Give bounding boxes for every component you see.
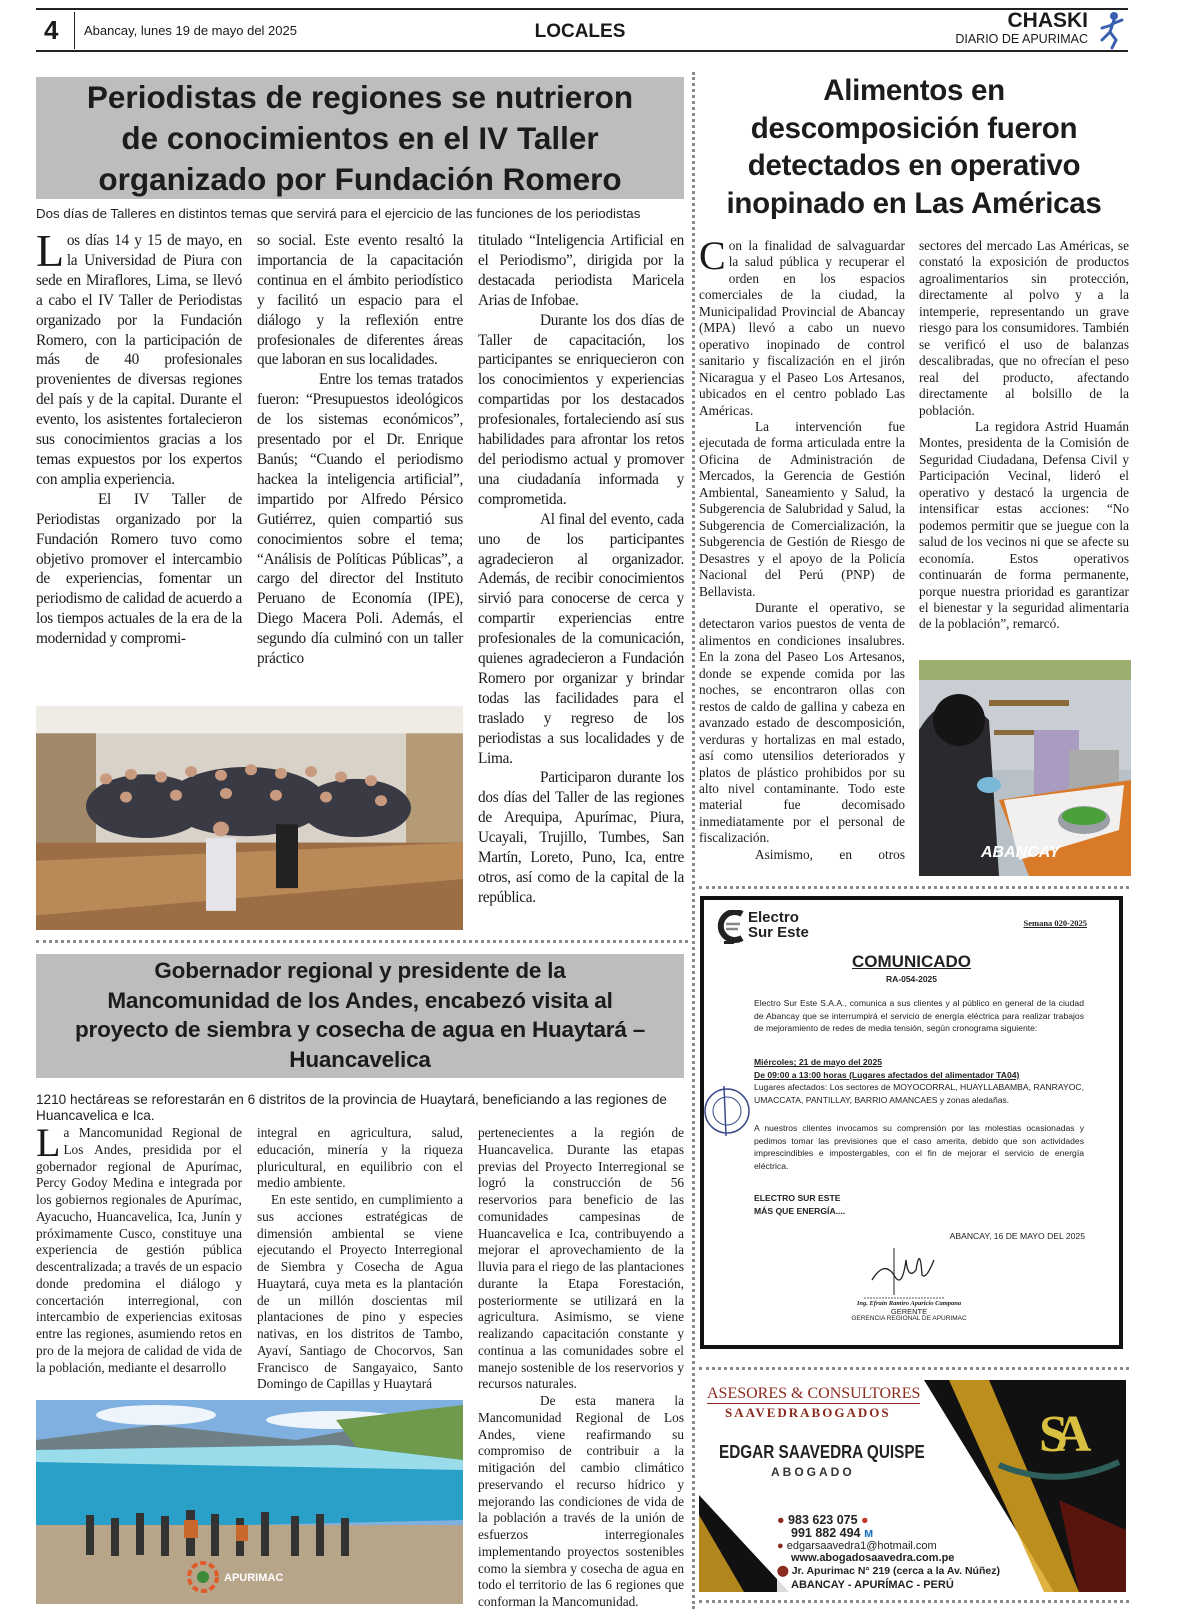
page-number: 4 [44,15,59,45]
lawyer-role: ABOGADO [771,1465,855,1479]
paragraph: pertenecientes a la región de Huancavelica. Durante las etapas previas del Proyecto Interregional se logró la construcción de 56 reservorios para beneficio de las comunidades campesinas de Huancavelica e Ica, contribuyendo a mejorar el aprovechamiento de la lluvia para el riego de las plantaciones durante la Etapa Forestación, posteriormente se utilizará en la agricultura. Asimismo, se viene realizando capacitación constante y continua a las comunidades sobre el manejo sostenible de los reservorios y recursos naturales. [478,1125,684,1392]
notice-intro: Electro Sur Este S.A.A., comunica a sus clientes y al público en general de la ciudad de Abancay que se interrumpirá el servicio de energía eléctrica para realizar trabajos de mejoramiento de redes de media tensión, según cronograma siguiente: [754,998,1084,1033]
runner-messenger-icon [1096,10,1126,50]
header-divider [74,12,75,49]
headline-line: inopinado en Las Américas [726,186,1102,220]
headline-line: detectados en operativo [747,149,1081,182]
electro-sur-este-notice [700,896,1123,1349]
contact-block [777,1514,1000,1592]
paragraph: Al final del evento, cada uno de los participantes agradecieron al organizador. Además, de recibir conocimientos sirvió para conocerse de cerca y compartir experiencias entre profesionales de la comunicación, quienes agradecieron a Fundación Romero por organizar y brindar todas las facilidades para el traslado y regreso de los periodistas a sus localidades y de Lima. [478,510,684,767]
headline-line: Alimentos en [823,74,1005,107]
paragraph: La Mancomunidad Regional de Los Andes, presidida por el gobernador regional de Apurímac, Percy Godoy Medina e integrada por los gobiernos regionales de Apurímac, Ayacucho, Huancavelica, Ica, Junín y próximamente Cusco, constituye una experiencia de gestión pública descentralizada; a través de un espacio donde predomina el diálogo y concertación interregional, con intercambio de experiencias exitosas entre las regiones, asumiendo retos en pro de la mejora de calidad de vida de la población, mediante el desarrollo [36,1120,242,1375]
firm-subtitle: SAAVEDRABOGADOS [725,1405,891,1420]
paragraph: titulado “Inteligencia Artificial en el Periodismo”, dirigida por la destacada periodista Maricela Arias de Infobae. [478,232,684,309]
claro-icon: ● [861,1513,869,1527]
law-firm-ad [699,1380,1126,1592]
text-column [257,231,463,669]
section-separator [699,1367,1129,1370]
lawyer-name: EDGAR SAAVEDRA QUISPE [719,1442,925,1462]
website: www.abogadosaavedra.com.pe [791,1552,955,1565]
address: ⬤ Jr. Apurimac N° 219 (cerca a la Av. Núñez) [777,1565,1000,1578]
email-icon: ● [777,1539,784,1552]
group-photo [36,706,463,930]
paragraph: Los días 14 y 15 de mayo, en la Universidad de Piura con sede en Miraflores, Lima, se llevó a cabo el IV Taller de Periodistas organizado por la Fundación Romero, con la participación de más de 40 profesionales provenientes de diversas regiones del país y de la capital. Durante el evento, los asistentes fortalecieron sus conocimientos gracias a los temas expuestos por los expertos con amplia experiencia. [36,225,242,488]
signer-block: Ing. Efrain Ramiro Aparicio Campana GERENTE GERENCIA REGIONAL DE APURIMAC [851,1300,967,1322]
phone-2: 991 882 494 ᴍ [791,1525,874,1540]
article-subtitle: Dos días de Talleres en distintos temas que servirá para el ejercicio de las funciones de los periodistas [36,206,641,221]
drop-cap: L [36,225,64,276]
headline-line: de conocimientos en el IV Taller [121,120,599,156]
headline-line: proyecto de siembra y cosecha de agua en Huaytará – [74,1017,646,1042]
firm-name: ASESORES & CONSULTORES [707,1385,921,1402]
header-bottom-rule [36,50,1128,52]
signature-icon [864,1240,944,1300]
paragraph: En este sentido, en cumplimiento a sus acciones estratégicas de dimensión ambiental se viene ejecutando el Proyecto Interregional de Siembra y Cosecha de Agua Huaytará, cuya meta es la plantación de un millón doscientas mil plantaciones de pino y especies nativas, en los distritos de Tambo, Ayaví, Santiago de Chocorvos, San Francisco de Sangayaico, Santo Domingo de Capillas y Huaytará [257,1192,463,1392]
sa-logo: SA [1039,1406,1078,1463]
notice-place-date: ABANCAY, 16 DE MAYO DEL 2025 [949,1231,1085,1241]
headline-line: Mancomunidad de los Andes, encabezó visita al [107,987,613,1013]
column-separator [692,72,695,1609]
article-subtitle: 1210 hectáreas se reforestarán en 6 distritos de la provincia de Huaytará, beneficiando a las regiones de Huancavelica e Ica. [36,1092,667,1123]
header-top-rule [36,8,1128,10]
headline-line: Gobernador regional y presidente de la [154,958,566,983]
apurimac-logo-icon [186,1560,220,1594]
notice-apology: A nuestros clientes invocamos su comprensión por las molestias ocasionadas y pedimos tomar las previsiones que el caso amerita, debido que son actividades imprescindibles e impostergables, con el fin de mejorar el servicio de energía eléctrica. [754,1123,1084,1171]
paragraph: Entre los temas tratados fueron: “Presupuestos ideológicos de los sistemas económicos”, presentado por el Dr. Enrique Banús; “Cuando el periodismo hackea la inteligencia artificial”, impartido por Alfredo Pérsico Gutiérrez, quien compartió sus conocimientos sobre el tema; “Análisis de Políticas Públicas”, a cargo del director del Instituto Peruano de Economía (IPE), Diego Macera Poli. Además, el segundo día culminó con un taller práctico [257,371,463,668]
brand-subtitle: DIARIO DE APURIMAC [955,32,1088,46]
paragraph: so social. Este evento resaltó la importancia de la capacitación continua en el ámbito periodístico y facilitó un espacio para el diálogo y la reflexión entre profesionales de diferentes áreas que laboran en sus localidades. [257,232,463,369]
text-column [478,231,684,908]
text-column [478,1125,684,1611]
phone-1: ● 983 623 075 ● [777,1513,869,1527]
headline-line: Periodistas de regiones se nutrieron [86,79,634,115]
email: ● edgarsaavedra1@hotmail.com [777,1539,937,1552]
movistar-icon: ᴍ [864,1525,874,1540]
paragraph: sectores del mercado Las Américas, se constató la exposición de productos agroalimentarios sin protección, directamente al polvo y a la intemperie, representando un grave riesgo para los consumidores. También se verificó el uso de balanzas descalibradas, que no ofrecían el peso real del producto, afectando directamente al bolsillo de la población. [919,238,1129,418]
text-column [699,233,905,863]
paragraph: La intervención fue ejecutada de forma articulada entre la Oficina de Administración de Mercados, la Gerencia de Gestión Ambiental, Saneamiento y Salud, la Subgerencia de Salubridad y Salud, la Subgerencia de Comercialización, la Subgerencia de Gestión de Riesgo de Desastres y el apoyo de la Policía Nacional del Perú (PNP) de Bellavista. [699,418,905,599]
article-separator [36,940,688,943]
paragraph: Con la finalidad de salvaguardar la salud pública y recuperar el orden en los espacios comerciales de la ciudad, la Municipalidad Provincial de Abancay (MPA) llevó a cabo un nuevo operativo inopinado de control sanitario y fiscalización en el jirón Nicaragua y el Paseo Los Artesanos, ubicados en el centro poblado Las Américas. [699,233,905,418]
inspection-photo [919,660,1131,876]
article-headline [36,954,684,1078]
section-separator [699,1600,1129,1603]
notice-schedule: Miércoles; 21 de mayo del 2025 De 09:00 a 13:00 horas (Lugares afectados del alimentador TA04) Lugares afectados: Los sectores de MOYOCORRAL, HUAYLLABAMBA, RANRAYOC, UMACCATA, PANTILLAY, BARRIO AMANCAES y zonas aledañas. [754,1057,1084,1105]
paragraph: Asimismo, en otros [755,846,905,862]
drop-cap: C [699,233,726,278]
paragraph: El IV Taller de Periodistas organizado por la Fundación Romero tuvo como objetivo promover el intercambio de experiencias, fomentar un periodismo de calidad de acuerdo a los tiempos actuales de la era de la modernidad y compromi- [36,490,242,648]
section-title: LOCALES [534,21,626,42]
paragraph: De esta manera la Mancomunidad Regional de Los Andes, viene reafirmando su compromiso de contribuir a la mitigación del cambio climático preservando el recurso hídrico y mejorando las condiciones de vida de la población a través de la unión de esfuerzos interregionales implementando proyectos sostenibles como la siembra y cosecha de agua en todo el territorio de las 6 regiones que conforman la Mancomunidad. [478,1393,684,1609]
issue-date: Abancay, lunes 19 de mayo del 2025 [84,23,297,38]
reservoir-photo [36,1400,463,1604]
logo-text: Electro Sur Este [748,909,809,941]
location-pin-icon: ⬤ [777,1565,789,1578]
section-separator [699,886,1129,889]
phone-icon: ● [777,1513,785,1527]
notice-code: RA-054-2025 [885,974,938,984]
paragraph: integral en agricultura, salud, educación, minería y la riqueza pluricultural, en equilibrio con el medio ambiente. [257,1125,463,1191]
paragraph: Durante el operativo, se detectaron varios puestos de venta de alimentos en condiciones insalubres. En la zona del Paseo Los Artesanos, donde se expende comida por las noches, se encontraron ollas con restos de caldo de gallina y cabeza en avanzado estado de descomposición, verduras y hortalizas en mal estado, así como utensilios deteriorados y platos de plástico prohibidos por su alto nivel contaminante. Todo este material fue decomisado inmediatamente por el personal de fiscalización. [699,599,905,846]
notice-signoff: ELECTRO SUR ESTE MÁS QUE ENERGÍA.... [754,1193,846,1216]
paragraph: Participaron durante los dos días del Taller de las regiones de Arequipa, Apurímac, Piura, Ucayali, Trujillo, Tumbes, San Martín, Loreto, Puno, Ica, entre otros, así como de la capital de la república. [478,769,684,906]
headline-line: descomposición fueron [750,111,1078,145]
headline-line: organizado por Fundación Romero [98,161,622,197]
text-column [36,225,242,649]
city: ABANCAY - APURÍMAC - PERÚ [777,1579,954,1592]
headline-line: Huancavelica [289,1046,431,1072]
brand-name: CHASKI [1007,9,1088,32]
abancay-watermark: ABANCAY [981,844,1060,861]
notice-title: COMUNICADO [852,952,971,971]
article-headline [699,72,1129,222]
official-stamp-icon [702,1086,752,1136]
paragraph: La regidora Astrid Huamán Montes, presidenta de la Comisión de Seguridad Ciudadana, Defensa Civil y Participación Vecinal, lideró el operativo y destacó la urgencia de intensificar estas acciones: “No podemos permitir que se juegue con la salud de los vecinos ni que se afecte su economía. Estos operativos continuarán de forma permanente, porque nuestra prioridad es garantizar el bienestar y la seguridad alimentaria de la población”, remarcó. [919,418,1129,632]
drop-cap: L [36,1120,61,1165]
text-column [257,1125,463,1393]
electro-sur-este-logo-icon [716,910,746,946]
apurimac-watermark: APURIMAC [224,1572,284,1584]
text-column [919,238,1129,633]
article-headline [36,77,684,199]
paragraph: Durante los dos días de Taller de capacitación, los participantes se enriquecieron con los conocimientos y experiencias compartidas por los destacados profesionales, fortaleciendo así sus habilidades para afrontar los retos del periodismo actual y promover una ciudadanía informada y comprometida. [478,311,684,508]
text-column [36,1120,242,1376]
week-label: Semana 020-2025 [1023,918,1087,928]
